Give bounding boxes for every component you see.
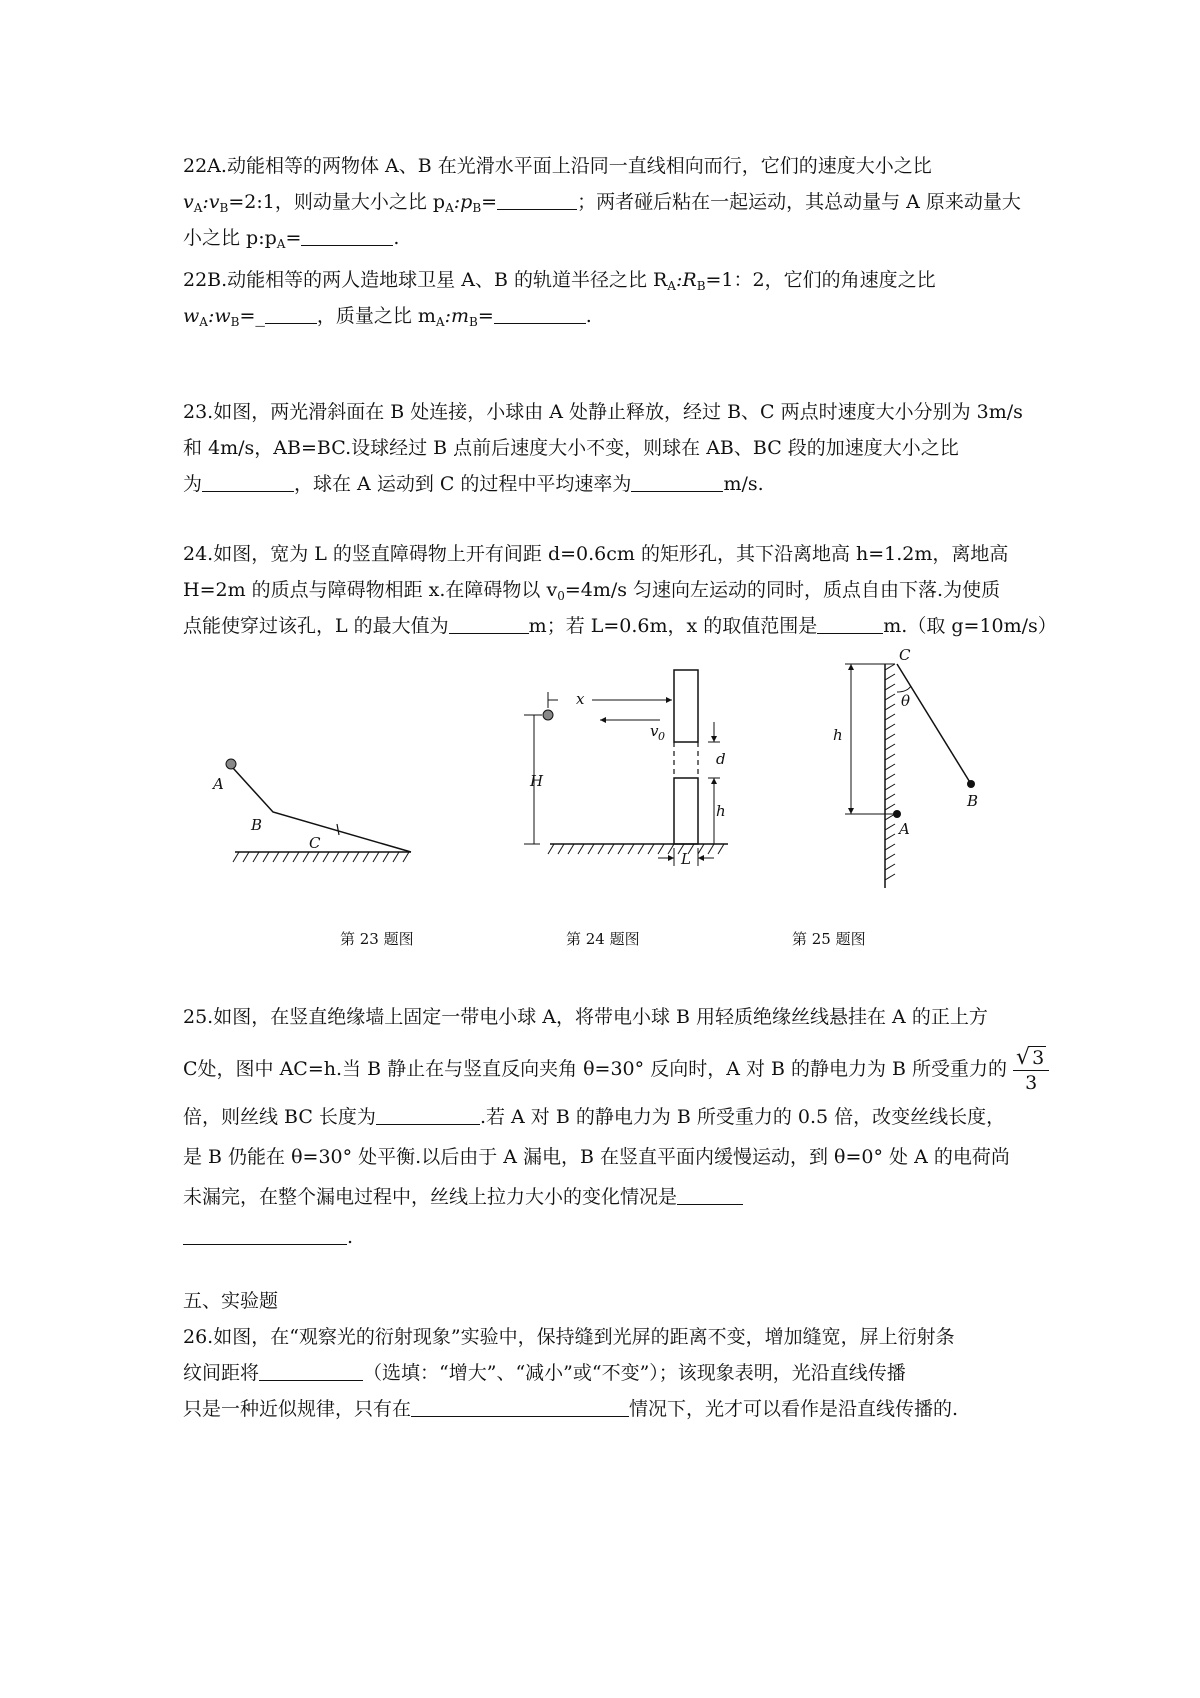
label-theta: θ [901,692,911,710]
caption-figure-24: 第 24 题图 [566,930,640,948]
label-b: B [967,792,979,810]
answer-blank[interactable] [817,611,883,634]
label-h: h [833,726,843,744]
point-c-mark [337,824,339,835]
figure-24-diagram [530,658,740,898]
ball-b [967,780,975,788]
answer-blank[interactable] [494,301,586,324]
q24-line-3: 点能使穿过该孔，L 的最大值为 m；若 L=0.6m，x 的取值范围是 m.（取 g=10m/s） [183,608,1028,644]
incline-surfaces [233,768,411,852]
question-22a [183,148,1028,256]
answer-blank[interactable] [202,469,294,492]
answer-blank[interactable] [631,469,723,492]
obstacle-upper [674,670,698,742]
answer-blank[interactable] [376,1102,480,1125]
label-d: d [716,750,726,768]
question-22b [183,262,1028,334]
q25-line-6: . [183,1217,1028,1257]
q26-line-3: 只是一种近似规律，只有在 情况下，光才可以看作是沿直线传播的. [183,1391,1028,1427]
q22a-line-3: 小之比 $p:p_A=$ . [183,220,1028,256]
q23-line-3: 为 ，球在 A 运动到 C 的过程中平均速率为 m/s. [183,466,1028,502]
label-v-subscript: 0 [658,730,665,743]
label-x: x [576,690,585,708]
label-a: A [899,820,910,838]
q25-line-1: 25.如图，在竖直绝缘墙上固定一带电小球 A，将带电小球 B 用轻质绝缘丝线悬挂在 A 的正上方 [183,1006,988,1028]
thread-bc [897,664,971,784]
caption-figure-25: 第 25 题图 [792,930,866,948]
answer-blank[interactable] [497,187,577,210]
ball-a [226,759,236,769]
answer-blank[interactable] [301,223,393,246]
label-H: H [530,772,544,790]
q26-line-1: 26.如图，在“观察光的衍射现象”实验中，保持缝到光屏的距离不变，增加缝宽，屏上衍射条 [183,1326,955,1348]
q25-line-3: 倍，则丝线 BC 长度为 .若 A 对 B 的静电力为 B 所受重力的 0.5 倍，改变丝线长度， [183,1097,1028,1137]
label-h: h [716,802,726,820]
answer-blank[interactable] [259,1358,363,1381]
label-c: C [899,646,911,664]
q22a-line-1: 22A.动能相等的两物体 A、B 在光滑水平面上沿同一直线相向而行，它们的速度大小之比 [183,155,932,177]
label-L: L [681,850,691,868]
obstacle-lower [674,778,698,844]
section-title: 五、实验题 [183,1290,279,1312]
q23-line-1: 23.如图，两光滑斜面在 B 处连接，小球由 A 处静止释放，经过 B、C 两点时速度大小分别为 3m/s [183,401,1023,423]
fraction-sqrt3-over-3: $\frac{√ 3}{3}$ [1013,1048,1049,1093]
answer-blank[interactable] [449,611,529,634]
q26-line-2: 纹间距将 （选填：“增大”、“减小”或“不变”）；该现象表明，光沿直线传播 [183,1355,1028,1391]
q22b-line-1: 22B.动能相等的两人造地球卫星 A、B 的轨道半径之比 $R_A:R_B=1$：2，它们的角速度之比 [183,269,936,293]
question-24 [183,536,1057,644]
q25-line-4: 是 B 仍能在 θ=30° 处平衡.以后由于 A 漏电，B 在竖直平面内缓慢运动，到 θ=0° 处 A 的电荷尚 [183,1146,1010,1168]
label-b: B [251,816,263,834]
answer-blank[interactable] [183,1222,347,1245]
q24-line-1: 24.如图，宽为 L 的竖直障碍物上开有间距 d=0.6cm 的矩形孔，其下沿离地高 h=1.2m，离地高 [183,543,1009,565]
caption-figure-23: 第 23 题图 [340,930,414,948]
answer-blank[interactable] [677,1182,743,1205]
q22b-line-2: $w_A:w_B=\_$ ，质量之比 $m_A:m_B=$ . [183,298,1028,334]
particle [543,710,553,720]
question-25 [183,993,1045,1257]
answer-blank[interactable] [411,1394,629,1417]
figure-25-diagram [833,646,1005,898]
q22a-line-2: $v_A:v_B=2:1$，则动量大小之比 $p_A:p_B=$ ；两者碰后粘在一起运动，其总动量与 A 原来动量大 [183,184,1028,220]
figure-23-diagram [213,740,425,870]
label-v: v [650,722,659,740]
question-23 [183,394,1028,502]
question-26 [183,1319,1028,1427]
q25-line-5: 未漏完，在整个漏电过程中，丝线上拉力大小的变化情况是 [183,1177,1028,1217]
label-c: C [309,834,321,852]
q23-line-2: 和 4m/s，AB=BC.设球经过 B 点前后速度大小不变，则球在 AB、BC 段的加速度大小之比 [183,437,959,459]
q24-line-2: H=2m 的质点与障碍物相距 x.在障碍物以 $v_0=4m/s$ 匀速向左运动的同时，质点自由下落.为使质 [183,579,1001,603]
label-a: A [213,775,224,793]
q25-line-2: C处，图中 AC=h.当 B 静止在与竖直反向夹角 θ=30° 反向时，A 对 B 的静电力为 B 所受重力的 $\frac{√ 3}{3}$ [183,1041,1028,1097]
answer-blank[interactable] [265,301,317,324]
